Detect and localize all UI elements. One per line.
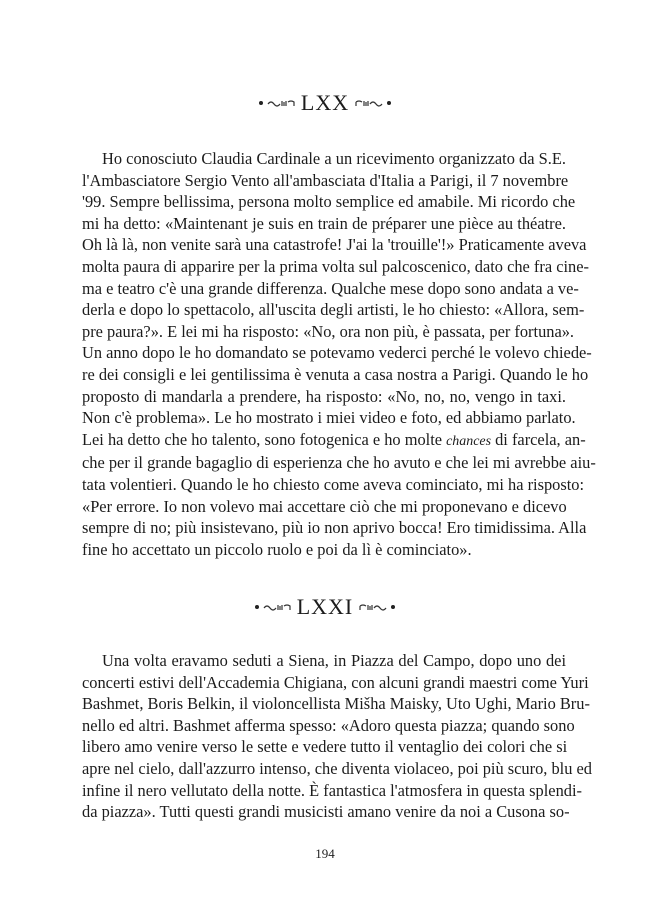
text-line: proposto di mandarla a prendere, ha risposto: «No, no, no, vengo in taxi.: [82, 386, 566, 406]
text-segment: di farcela, an-: [491, 429, 586, 449]
right-ornament-icon: [355, 99, 391, 107]
text-line: Una volta eravamo seduti a Siena, in Piazza del Campo, dopo uno dei: [102, 651, 566, 670]
text-line: molta paura di apparire per la prima volta sul palcoscenico, dato che fra cine-: [82, 256, 589, 276]
text-line: da piazza». Tutti questi grandi musicisti amano venire da noi a Cusona so-: [82, 802, 570, 822]
left-ornament-icon: [255, 603, 291, 611]
text-line: Ho conosciuto Claudia Cardinale a un ricevimento organizzato da S.E.: [102, 149, 566, 168]
text-line: Non c'è problema». Le ho mostrato i miei video e foto, ed abbiamo parlato.: [82, 408, 576, 428]
text-line: «Per errore. Io non volevo mai accettare ciò che mi proponevano e dicevo: [82, 496, 567, 516]
text-line: che per il grande bagaglio di esperienza che ho avuto e che lei mi avrebbe aiu-: [82, 453, 596, 473]
chapter-heading-lxxi: [0, 596, 650, 618]
text-segment: Lei ha detto che ho talento, sono fotogenica e ho molte: [82, 429, 447, 449]
flourish-right-icon: [359, 603, 387, 611]
flourish-left-icon: [263, 603, 291, 611]
text-line: tata volentieri. Quando le ho chiesto come aveva cominciato, mi ha risposto:: [82, 474, 585, 494]
chapter-title: LXX: [300, 90, 350, 115]
text-line: pre paura?». E lei mi ha risposto: «No, ora non più, è passata, per fortuna».: [82, 321, 575, 341]
section-lxx-body: [82, 148, 596, 560]
text-line: apre nel cielo, dall'azzurro intenso, che diventa violaceo, poi più scuro, blu ed: [82, 758, 592, 778]
text-line: concerti estivi dell'Accademia Chigiana, con alcuni grandi maestri come Yuri: [82, 672, 589, 692]
text-line: Oh là là, non venite sarà una catastrofe! J'ai la 'trouille'!» Praticamente aveva: [82, 235, 587, 255]
text-line: l'Ambasciatore Sergio Vento all'ambasciata d'Italia a Parigi, il 7 novembre: [82, 170, 569, 190]
text-line: re dei consigli e lei gentilissima è venuta a casa nostra a Parigi. Quando le ho: [82, 364, 589, 384]
left-ornament-icon: [259, 99, 295, 107]
text-line: infine il nero vellutato della notte. È fantastica l'atmosfera in questa splendi-: [82, 780, 582, 800]
text-line: mi ha detto: «Maintenant je suis en train de préparer une pièce au théatre.: [82, 213, 566, 233]
text-line: sempre di no; più insistevano, più io non aprivo bocca! Ero timidissima. Alla: [82, 518, 587, 538]
page-number: 194: [315, 846, 335, 861]
chapter-heading-lxx: [0, 92, 650, 114]
text-line-with-italic: [82, 429, 586, 453]
section-lxxi-body: [82, 650, 592, 823]
text-line: nello ed altri. Bashmet afferma spesso: «Adoro questa piazza; quando sono: [82, 715, 575, 735]
text-line: '99. Sempre bellissima, persona molto semplice ed amabile. Mi ricordo che: [82, 192, 576, 212]
text-line: ma e teatro c'è una grande differenza. Qualche mese dopo sono andata a ve-: [82, 278, 579, 298]
text-line: Bashmet, Boris Belkin, il violoncellista Mišha Maisky, Uto Ughi, Mario Bru-: [82, 694, 590, 714]
flourish-left-icon: [267, 99, 295, 107]
chapter-title: LXXI: [296, 594, 354, 619]
right-ornament-icon: [359, 603, 395, 611]
text-line: fine ho accettato un piccolo ruolo e poi da lì è cominciato».: [82, 539, 472, 559]
text-line: Un anno dopo le ho domandato se potevamo vederci perché le volevo chiede-: [82, 343, 592, 363]
text-line: libero amo venire verso le sette e vedere tutto il ventaglio dei colori che si: [82, 737, 568, 757]
flourish-right-icon: [355, 99, 383, 107]
italic-word: chances: [446, 433, 492, 449]
text-line: derla e dopo lo spettacolo, all'uscita degli artisti, le ho chiesto: «Allora, sem-: [82, 300, 585, 320]
